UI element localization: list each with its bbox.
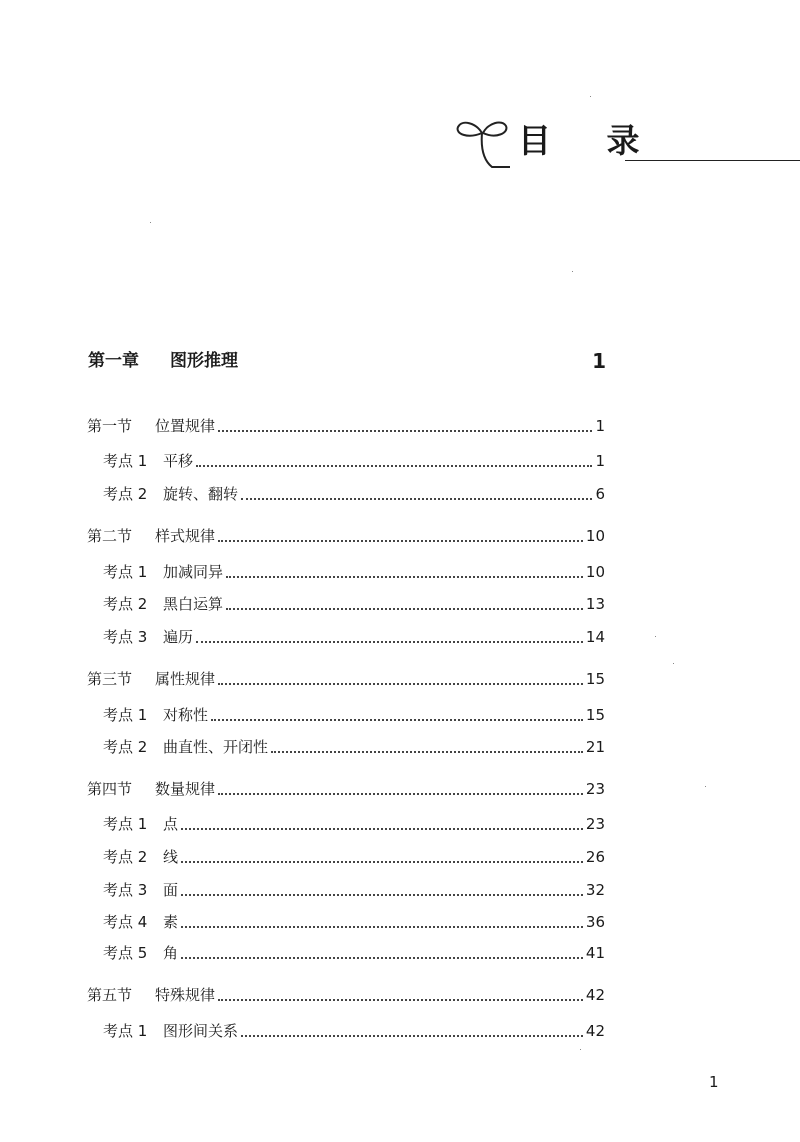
chapter-heading: [88, 346, 606, 376]
dot-leader: [181, 828, 583, 830]
entry-label: [87, 415, 215, 437]
toc-point-entry: [103, 483, 605, 505]
chapter-label: 第一章: [88, 351, 139, 371]
entry-label: [103, 942, 178, 964]
point-number: 考点 2: [103, 485, 148, 503]
entry-page-number: 15: [585, 706, 605, 724]
point-number: 考点 3: [103, 628, 148, 646]
entry-page-number: 42: [585, 1022, 605, 1040]
section-number: 第三节: [87, 670, 133, 688]
point-number: 考点 1: [103, 452, 148, 470]
dot-leader: [196, 465, 592, 467]
toc-section-entry: [87, 525, 605, 547]
entry-label: [103, 736, 268, 758]
scan-speck: [572, 271, 573, 272]
dot-leader: [211, 719, 583, 721]
toc-point-entry: [103, 1020, 605, 1042]
scan-speck: [150, 222, 151, 223]
point-name: 平移: [163, 452, 194, 470]
point-name: 遍历: [163, 628, 194, 646]
dot-leader: [218, 430, 592, 432]
entry-page-number: 10: [585, 563, 605, 581]
scan-speck: [590, 96, 591, 97]
dot-leader: [181, 926, 583, 928]
dot-leader: [218, 683, 583, 685]
section-number: 第一节: [87, 417, 133, 435]
entry-label: [103, 450, 193, 472]
dot-leader: [218, 793, 583, 795]
section-name: 特殊规律: [155, 986, 216, 1004]
dot-leader: [181, 957, 583, 959]
point-number: 考点 1: [103, 563, 148, 581]
toc-section-entry: [87, 778, 605, 800]
chapter-name: 图形推理: [170, 351, 238, 371]
entry-label: [103, 593, 223, 615]
dot-leader: [241, 498, 592, 500]
section-number: 第二节: [87, 527, 133, 545]
header-rule: [625, 160, 800, 161]
point-number: 考点 1: [103, 706, 148, 724]
point-number: 考点 2: [103, 738, 148, 756]
toc-point-entry: [103, 450, 605, 472]
entry-label: [103, 846, 178, 868]
entry-label: [103, 813, 178, 835]
entry-page-number: 23: [585, 780, 605, 798]
point-name: 图形间关系: [163, 1022, 239, 1040]
entry-page-number: 1: [595, 452, 605, 470]
entry-label: [103, 879, 178, 901]
scan-speck: [655, 636, 656, 637]
toc-point-entry: [103, 561, 605, 583]
point-number: 考点 1: [103, 1022, 148, 1040]
entry-page-number: 42: [585, 986, 605, 1004]
point-name: 角: [163, 944, 179, 962]
point-name: 对称性: [163, 706, 209, 724]
point-number: 考点 5: [103, 944, 148, 962]
entry-label: [103, 704, 208, 726]
toc-point-entry: [103, 942, 605, 964]
entry-label: [87, 668, 215, 690]
dot-leader: [181, 894, 583, 896]
entry-label: [103, 1020, 238, 1042]
point-name: 加减同异: [163, 563, 224, 581]
entry-label: [87, 984, 215, 1006]
entry-label: [87, 525, 215, 547]
toc-header: [452, 110, 800, 180]
entry-page-number: 13: [585, 595, 605, 613]
point-name: 曲直性、开闭性: [163, 738, 269, 756]
entry-page-number: 15: [585, 670, 605, 688]
entry-page-number: 26: [585, 848, 605, 866]
dot-leader: [226, 608, 583, 610]
entry-page-number: 41: [585, 944, 605, 962]
point-name: 面: [163, 881, 179, 899]
section-name: 数量规律: [155, 780, 216, 798]
point-number: 考点 1: [103, 815, 148, 833]
toc-point-entry: [103, 846, 605, 868]
dot-leader: [181, 861, 583, 863]
dot-leader: [218, 999, 583, 1001]
toc-point-entry: [103, 736, 605, 758]
toc-point-entry: [103, 593, 605, 615]
sprout-icon: [452, 115, 514, 177]
scan-speck: [580, 1049, 581, 1050]
toc-section-entry: [87, 984, 605, 1006]
point-name: 点: [163, 815, 179, 833]
section-name: 位置规律: [155, 417, 216, 435]
toc-point-entry: [103, 813, 605, 835]
toc-point-entry: [103, 704, 605, 726]
dot-leader: [218, 540, 583, 542]
entry-label: [87, 778, 215, 800]
point-name: 黑白运算: [163, 595, 224, 613]
entry-page-number: 6: [595, 485, 605, 503]
toc-section-entry: [87, 415, 605, 437]
toc-point-entry: [103, 879, 605, 901]
dot-leader: [196, 641, 583, 643]
dot-leader: [226, 576, 583, 578]
dot-leader: [271, 751, 583, 753]
section-number: 第五节: [87, 986, 133, 1004]
toc-title: 目 录: [518, 121, 662, 160]
point-number: 考点 2: [103, 848, 148, 866]
section-name: 样式规律: [155, 527, 216, 545]
toc-point-entry: [103, 626, 605, 648]
entry-page-number: 32: [585, 881, 605, 899]
entry-page-number: 1: [595, 417, 605, 435]
entry-page-number: 36: [585, 913, 605, 931]
point-number: 考点 4: [103, 913, 148, 931]
section-number: 第四节: [87, 780, 133, 798]
chapter-page: 1: [592, 349, 606, 373]
section-name: 属性规律: [155, 670, 216, 688]
point-number: 考点 3: [103, 881, 148, 899]
toc-point-entry: [103, 911, 605, 933]
entry-label: [103, 561, 223, 583]
point-name: 素: [163, 913, 179, 931]
page-number: 1: [709, 1073, 719, 1091]
entry-page-number: 14: [585, 628, 605, 646]
toc-section-entry: [87, 668, 605, 690]
point-name: 旋转、翻转: [163, 485, 239, 503]
dot-leader: [241, 1035, 583, 1037]
entry-label: [103, 626, 193, 648]
scan-speck: [705, 786, 706, 787]
entry-label: [103, 911, 178, 933]
entry-page-number: 21: [585, 738, 605, 756]
scan-speck: [673, 663, 674, 664]
entry-label: [103, 483, 238, 505]
point-number: 考点 2: [103, 595, 148, 613]
point-name: 线: [163, 848, 179, 866]
entry-page-number: 10: [585, 527, 605, 545]
entry-page-number: 23: [585, 815, 605, 833]
